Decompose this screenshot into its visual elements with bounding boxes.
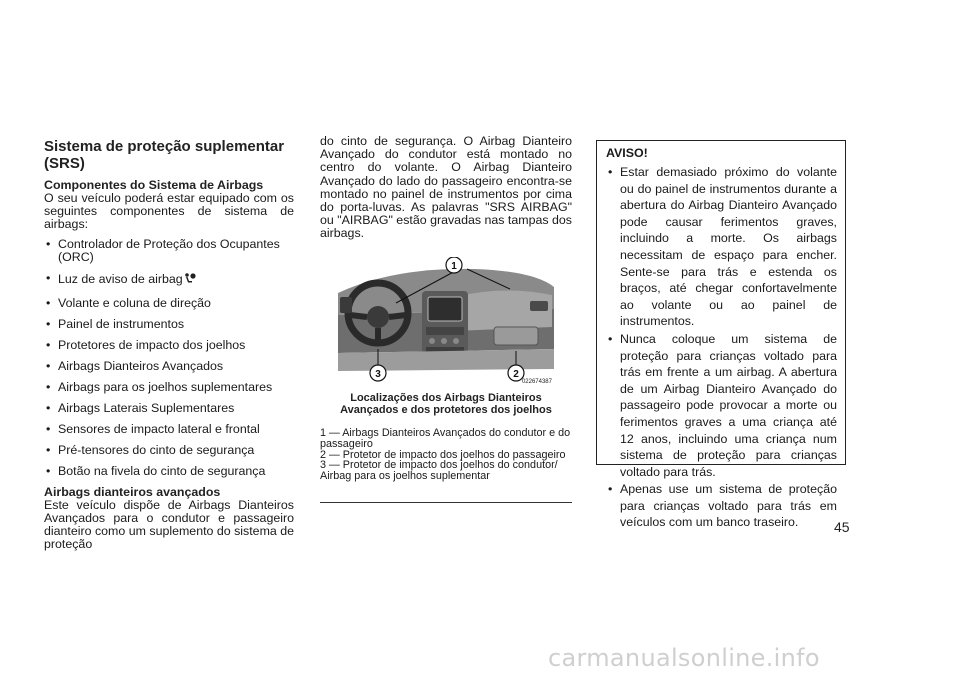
components-list [44,238,294,478]
list-item: • Airbags Dianteiros Avançados [44,360,294,373]
warning-list [606,164,837,531]
list-item: • Protetores de impacto dos joelhos [44,339,294,352]
list-item: • Luz de aviso de airbag [44,272,294,289]
continuation-paragraph: do cinto de segurança. O Airbag Dianteiro Avançado do condutor está montado no centro do volante. O Airbag Dianteiro Avançado do lado do passageiro encontra-se montado no painel de instrumentos por cima do porta-luvas. As palavras "SRS AIRBAG" ou "AIRBAG" estão gravadas nas tampas dos airbags. [320,134,572,241]
watermark: carmanualsonline.info [548,644,820,672]
page-number: 45 [834,519,850,535]
list-item: • Botão na fivela do cinto de segurança [44,465,294,478]
figure-code: 022674387 [521,379,552,385]
middle-column [320,135,572,241]
dashboard-drawing [334,257,556,387]
warning-title: AVISO! [606,146,648,160]
callout-3 [370,365,386,381]
dashboard-illustration [334,257,556,387]
warning-item: • Nunca coloque um sistema de proteção para crianças voltado para trás em frente a um airbag. A abertura de um Airbag Dianteiro Avançado do passageiro pode provocar a morte ou ferimentos graves a uma criança até 12 anos, incluindo uma criança num sistema de proteção para crianças voltado para trás. [606,331,837,480]
callout-1 [446,257,462,273]
list-item: • Painel de instrumentos [44,318,294,331]
intro-paragraph: O seu veículo poderá estar equipado com os seguintes componentes de sistema de airbags: [44,191,294,232]
svg-text:2: 2 [513,369,519,380]
legend-divider [320,502,572,503]
list-item: • Airbags Laterais Suplementares [44,402,294,415]
advanced-airbags-paragraph: Este veículo dispõe de Airbags Dianteiros Avançados para o condutor e passageiro dianteiro como um suplemento do sistema de proteção [44,497,295,552]
list-item: • Controlador de Proteção dos Ocupantes (ORC) [44,238,294,264]
svg-text:1: 1 [451,261,457,272]
warning-item: • Apenas use um sistema de proteção para crianças voltado para trás em veículos com um banco traseiro. [606,481,837,531]
list-item: • Sensores de impacto lateral e frontal [44,423,294,436]
warning-item: • Estar demasiado próximo do volante ou do painel de instrumentos durante a abertura do Airbag Dianteiro Avançado pode causar ferimentos graves, incluindo a morte. Os airbags necessitam de espaço para encher. Sente-se para trás e estenda os braços, até chegar confortavelmente ao volante ou ao painel de instrumentos. [606,164,837,330]
subheading-components: Componentes do Sistema de Airbags [44,178,264,192]
figure-caption: Localizações dos Airbags Dianteiros Avançados e dos protetores dos joelhos [340,392,552,416]
section-heading: Sistema de proteção suplementar (SRS) [44,138,285,172]
subheading-advanced-airbags: Airbags dianteiros avançados [44,484,221,499]
svg-text:3: 3 [375,369,381,380]
left-column [44,138,294,551]
airbag-warning-icon [184,272,196,289]
legend-item: 3 — Protetor de impacto dos joelhos do condutor/ Airbag para os joelhos suplementar [320,459,558,483]
figure-legend [320,428,572,482]
list-item: • Pré-tensores do cinto de segurança [44,444,294,457]
list-item: • Airbags para os joelhos suplementares [44,381,294,394]
legend-item: 2 — Protetor de impacto dos joelhos do passageiro [320,448,566,461]
list-item: • Volante e coluna de direção [44,297,294,310]
legend-item: 1 — Airbags Dianteiros Avançados do condutor e do passageiro [320,427,571,450]
